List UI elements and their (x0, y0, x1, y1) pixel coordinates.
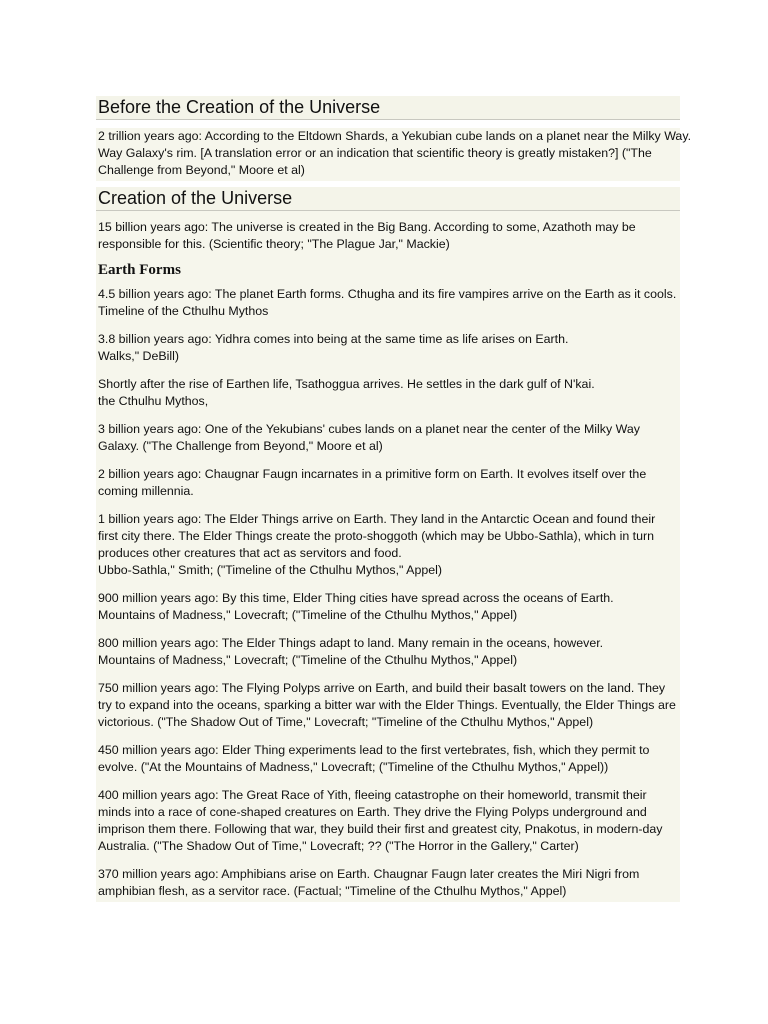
entry-400-million (96, 787, 680, 857)
entry-line: 4.5 billion years ago: The planet Earth forms. Cthugha and its fire vampires arrive on the Earth as it cools. (98, 287, 677, 301)
entry-line: the Cthulhu Mythos, (98, 394, 209, 408)
entry-line: imprison them there. Following that war, they build their first and greatest city, Pnakotus, in modern-day (98, 822, 663, 836)
entry-line: Mountains of Madness," Lovecraft; ("Timeline of the Cthulhu Mythos," Appel) (98, 653, 518, 667)
entry-1-billion (96, 511, 680, 581)
entry-line: 370 million years ago: Amphibians arise on Earth. Chaugnar Faugn later creates the Miri Nigri from (98, 867, 640, 881)
entry-750-million (96, 680, 680, 733)
entry-line: 15 billion years ago: The universe is created in the Big Bang. According to some, Azathoth may be (98, 220, 636, 234)
entry-line: 400 million years ago: The Great Race of Yith, fleeing catastrophe on their homeworld, transmit their (98, 788, 647, 802)
entry-tsathoggua (96, 376, 680, 412)
entry-2-billion (96, 466, 680, 502)
entry-line: coming millennia. (98, 484, 194, 498)
section-heading-creation: Creation of the Universe (96, 187, 680, 211)
entry-line: 800 million years ago: The Elder Things adapt to land. Many remain in the oceans, however. (98, 636, 604, 650)
entry-line: minds into a race of cone-shaped creatures on Earth. They drive the Flying Polyps underground and (98, 805, 647, 819)
entry-line: 2 billion years ago: Chaugnar Faugn incarnates in a primitive form on Earth. It evolves itself over the (98, 467, 647, 481)
entry-line: 750 million years ago: The Flying Polyps arrive on Earth, and build their basalt towers on the land. They (98, 681, 666, 695)
entry-line: first city there. The Elder Things create the proto-shoggoth (which may be Ubbo-Sathla), which in turn (98, 529, 655, 543)
entry-line: 2 trillion years ago: According to the Eltdown Shards, a Yekubian cube lands on a planet near the Milky Way. (98, 129, 692, 143)
entry-line: 900 million years ago: By this time, Elder Thing cities have spread across the oceans of Earth. (98, 591, 614, 605)
section-heading-before-creation: Before the Creation of the Universe (96, 96, 680, 120)
entry-4-5-billion (96, 286, 680, 322)
entry-line: Way Galaxy's rim. [A translation error or an indication that scientific theory is greatly mistaken?] ("The (98, 146, 652, 160)
entry-line: Australia. ("The Shadow Out of Time," Lovecraft; ?? ("The Horror in the Gallery," Carter) (98, 839, 579, 853)
entry-450-million (96, 742, 680, 778)
entry-line: 450 million years ago: Elder Thing experiments lead to the first vertebrates, fish, which they permit to (98, 743, 650, 757)
entry-3-8-billion (96, 331, 680, 367)
entry-900-million (96, 590, 680, 626)
section-heading-earth-forms: Earth Forms (96, 260, 680, 280)
entry-line: amphibian flesh, as a servitor race. (Factual; "Timeline of the Cthulhu Mythos," Appel) (98, 884, 567, 898)
entry-line: Mountains of Madness," Lovecraft; ("Timeline of the Cthulhu Mythos," Appel) (98, 608, 518, 622)
entry-line: Galaxy. ("The Challenge from Beyond," Moore et al) (98, 439, 383, 453)
entry-2-trillion (96, 128, 692, 181)
entry-line: Ubbo-Sathla," Smith; ("Timeline of the Cthulhu Mythos," Appel) (98, 563, 442, 577)
entry-line: 1 billion years ago: The Elder Things arrive on Earth. They land in the Antarctic Ocean and found their (98, 512, 656, 526)
entry-line: 3 billion years ago: One of the Yekubians' cubes lands on a planet near the center of the Milky Way (98, 422, 640, 436)
entry-3-billion (96, 421, 680, 457)
entry-line: produces other creatures that act as servitors and food. (98, 546, 402, 560)
entry-line: Timeline of the Cthulhu Mythos (98, 304, 269, 318)
entry-line: responsible for this. (Scientific theory; "The Plague Jar," Mackie) (98, 237, 450, 251)
entry-line: Walks," DeBill) (98, 349, 180, 363)
entry-line: 3.8 billion years ago: Yidhra comes into being at the same time as life arises on Earth. (98, 332, 569, 346)
entry-line: try to expand into the oceans, sparking a bitter war with the Elder Things. Eventually, the Elder Things are (98, 698, 676, 712)
entry-800-million (96, 635, 680, 671)
entry-line: Challenge from Beyond," Moore et al) (98, 163, 305, 177)
entry-line: victorious. ("The Shadow Out of Time," Lovecraft; "Timeline of the Cthulhu Mythos," Appel) (98, 715, 594, 729)
timeline-column (96, 96, 692, 902)
entry-15-billion (96, 219, 680, 255)
entry-370-million (96, 866, 680, 902)
entry-line: evolve. ("At the Mountains of Madness," Lovecraft; ("Timeline of the Cthulhu Mythos," Appel)) (98, 760, 609, 774)
entry-line: Shortly after the rise of Earthen life, Tsathoggua arrives. He settles in the dark gulf of N'kai. (98, 377, 595, 391)
